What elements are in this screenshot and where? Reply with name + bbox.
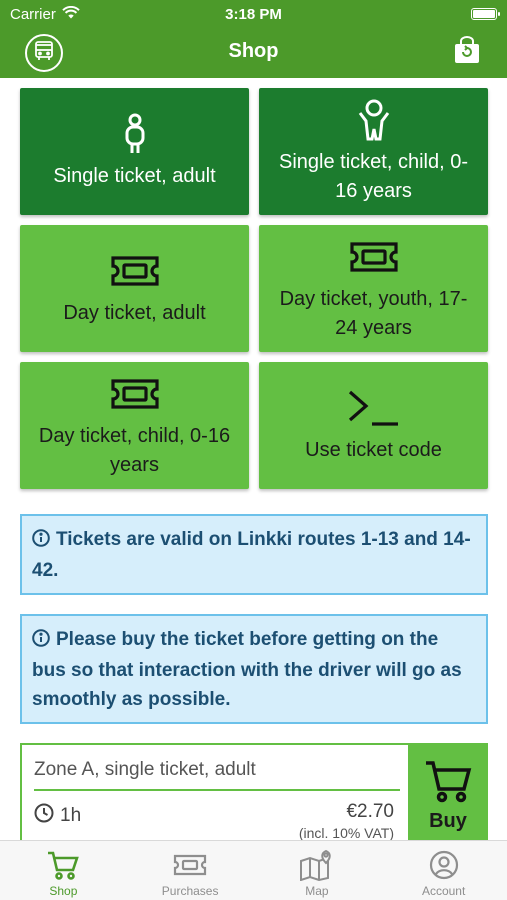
account-icon [429, 849, 459, 881]
product-card [20, 743, 488, 840]
product-divider [34, 789, 400, 791]
cart-icon [47, 849, 79, 881]
tab-account[interactable] [380, 841, 507, 900]
ticket-icon [173, 849, 207, 881]
terminal-icon [346, 386, 402, 430]
battery-icon [471, 8, 497, 20]
info-text: Please buy the ticket before getting on the bus so that interaction with the driver will go as smoothly as possible. [32, 629, 462, 710]
nav-bar [0, 28, 507, 78]
product-name: Zone A, single ticket, adult [34, 759, 256, 780]
ticket-label: Day ticket, child, 0-16 years [38, 424, 231, 476]
child-icon [356, 98, 392, 142]
ticket-tile-single-child[interactable] [259, 88, 488, 215]
product-vat: (incl. 10% VAT) [298, 825, 394, 840]
tab-label: Account [421, 884, 466, 898]
carrier-label: Carrier [10, 6, 56, 23]
ticket-icon [110, 249, 160, 293]
ticket-tile-day-child[interactable] [20, 362, 249, 489]
ticket-tile-day-adult[interactable] [20, 225, 249, 352]
ticket-label: Day ticket, youth, 17-24 years [279, 287, 468, 339]
buy-button[interactable] [408, 743, 488, 840]
ticket-label: Single ticket, adult [53, 165, 216, 187]
product-duration [34, 803, 81, 829]
clock: 3:18 PM [225, 6, 282, 23]
tab-label: Map [305, 884, 329, 898]
ticket-icon [110, 372, 160, 416]
buy-label: Buy [429, 810, 467, 832]
tab-shop[interactable] [0, 841, 127, 900]
tab-map[interactable] [254, 841, 381, 900]
tab-label: Shop [49, 884, 78, 898]
info-text: Tickets are valid on Linkki routes 1-13 and 14-42. [32, 529, 471, 581]
ticket-tile-use-code[interactable] [259, 362, 488, 489]
ticket-icon [349, 235, 399, 279]
clock-icon [34, 803, 54, 829]
info-icon [32, 627, 50, 656]
ticket-label: Day ticket, adult [63, 302, 206, 324]
ticket-label: Single ticket, child, 0-16 years [279, 150, 468, 202]
duration-value: 1h [60, 805, 82, 826]
page-title: Shop [228, 40, 279, 62]
map-icon [299, 849, 335, 881]
ticket-tile-single-adult[interactable] [20, 88, 249, 215]
cart-icon [424, 759, 472, 808]
info-routes [20, 514, 488, 595]
tab-label: Purchases [161, 884, 219, 898]
status-bar [0, 0, 507, 28]
adult-icon [122, 112, 148, 156]
tab-purchases[interactable] [127, 841, 254, 900]
ticket-label: Use ticket code [305, 439, 442, 461]
ticket-tile-day-youth[interactable] [259, 225, 488, 352]
shopping-bag-icon [454, 36, 480, 69]
product-price: €2.70 [346, 801, 394, 822]
info-buy-before [20, 614, 488, 724]
ticket-grid [20, 88, 488, 489]
shop-content[interactable] [0, 78, 507, 840]
tab-bar [0, 840, 507, 900]
basket-button[interactable] [452, 36, 482, 68]
info-icon [32, 527, 50, 556]
